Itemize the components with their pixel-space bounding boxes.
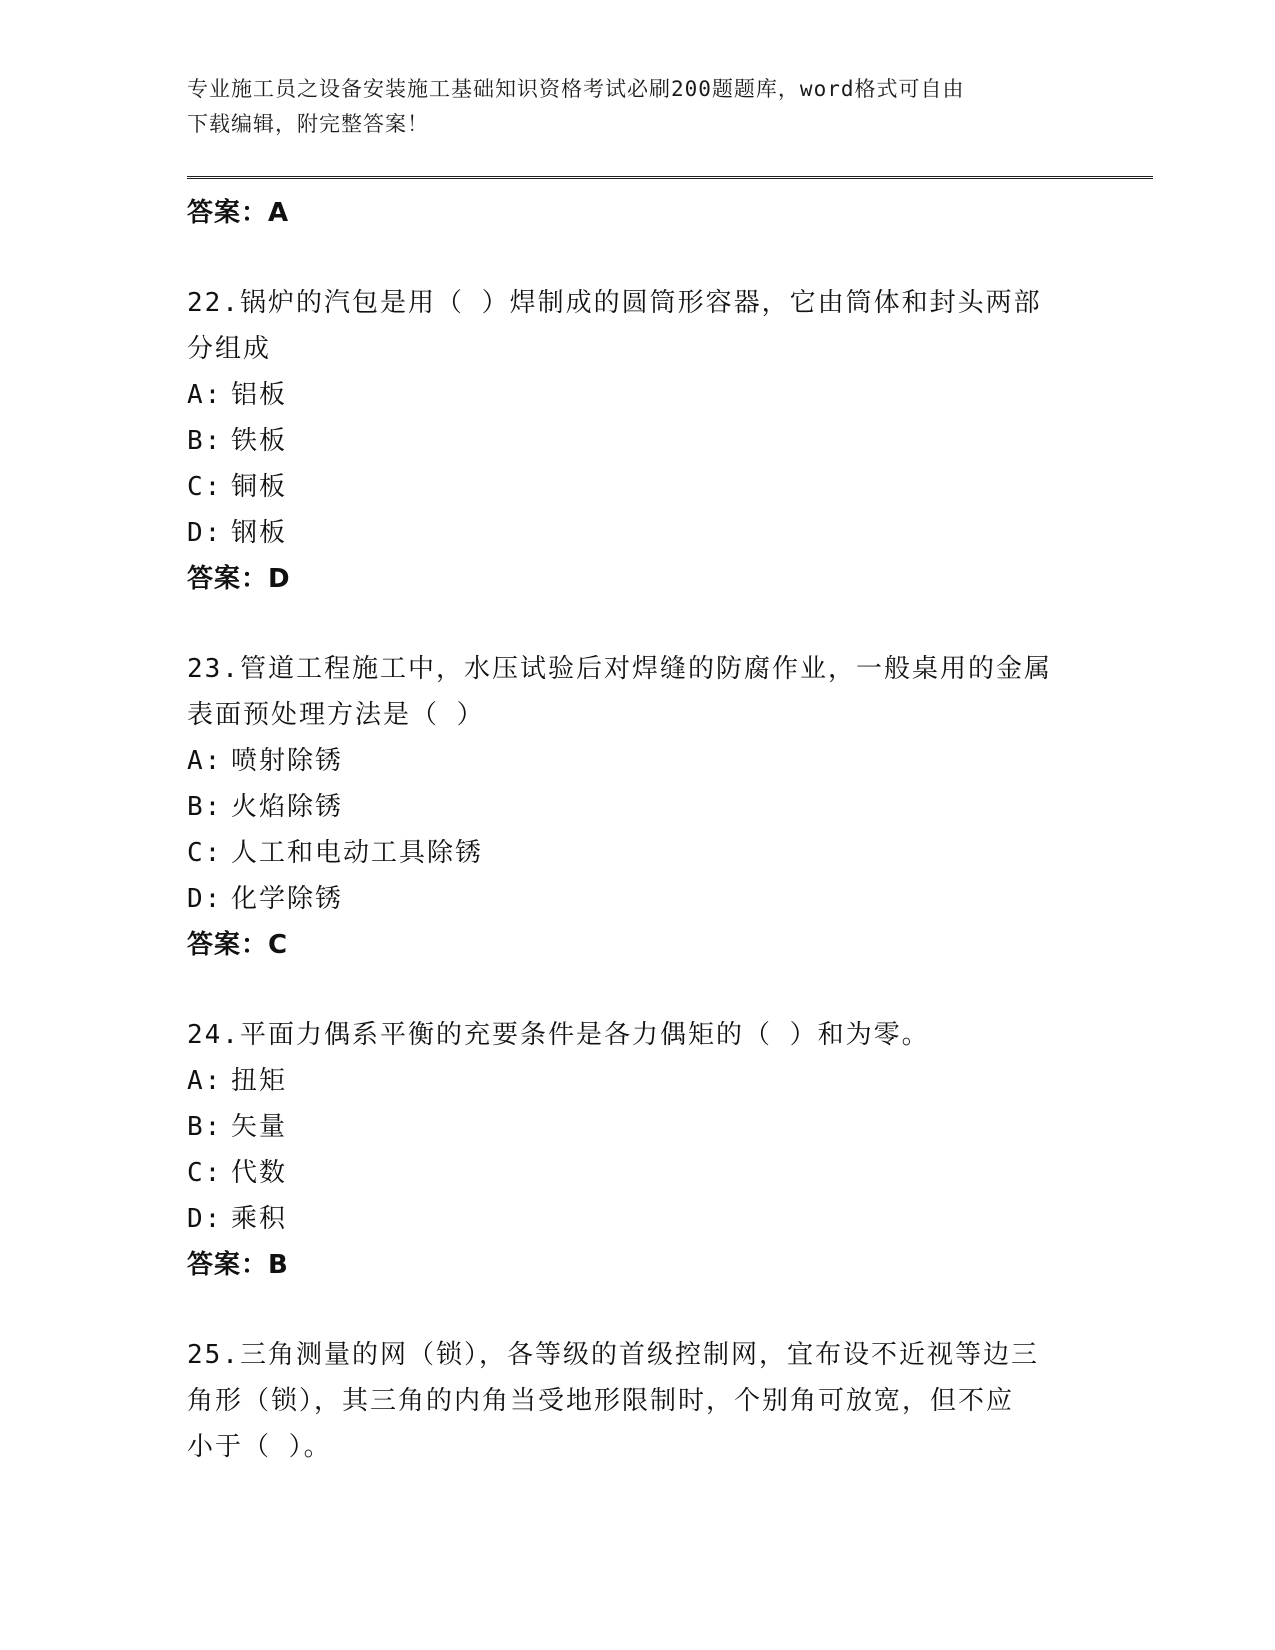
spacer: [187, 602, 1087, 646]
header-divider: [187, 176, 1153, 179]
option-text: 钢板: [231, 518, 288, 548]
option-text: 喷射除锈: [231, 746, 344, 776]
option-c: [187, 1150, 1087, 1196]
option-b: [187, 418, 1087, 464]
question-text: 表面预处理方法是（ ）: [187, 700, 485, 730]
option-key: A:: [187, 746, 223, 776]
option-a: [187, 738, 1087, 784]
option-text: 铜板: [231, 472, 288, 502]
option-a: [187, 372, 1087, 418]
option-d: [187, 876, 1087, 922]
option-text: 铝板: [231, 380, 288, 410]
question-22: [187, 280, 1087, 602]
option-key: A:: [187, 380, 223, 410]
header-title-line-1: 专业施工员之设备安装施工基础知识资格考试必刷200题题库，word格式可自由: [187, 77, 965, 101]
option-key: C:: [187, 838, 223, 868]
option-text: 铁板: [231, 426, 288, 456]
question-text: 25.三角测量的网（锁），各等级的首级控制网，宜布设不近视等边三: [187, 1340, 1039, 1370]
question-24: [187, 1012, 1087, 1288]
header-title-line-2: 下载编辑，附完整答案！: [187, 112, 429, 136]
option-key: D:: [187, 884, 223, 914]
option-text: 矢量: [231, 1112, 288, 1142]
question-25: [187, 1332, 1087, 1470]
option-key: A:: [187, 1066, 223, 1096]
option-text: 火焰除锈: [231, 792, 344, 822]
option-b: [187, 1104, 1087, 1150]
question-text: 分组成: [187, 334, 272, 364]
option-key: B:: [187, 1112, 223, 1142]
spacer: [187, 236, 1087, 280]
option-text: 化学除锈: [231, 884, 344, 914]
option-b: [187, 784, 1087, 830]
spacer: [187, 1288, 1087, 1332]
previous-answer: 答案：A: [187, 198, 290, 228]
page-header: [187, 72, 1067, 142]
question-list: [187, 190, 1087, 1470]
option-text: 扭矩: [231, 1066, 288, 1096]
option-key: B:: [187, 792, 223, 822]
option-key: B:: [187, 426, 223, 456]
option-text: 乘积: [231, 1204, 288, 1234]
option-d: [187, 510, 1087, 556]
question-text: 23.管道工程施工中，水压试验后对焊缝的防腐作业，一般桌用的金属: [187, 654, 1052, 684]
question-23: [187, 646, 1087, 968]
option-text: 人工和电动工具除锈: [231, 838, 484, 868]
option-key: D:: [187, 518, 223, 548]
option-key: C:: [187, 1158, 223, 1188]
option-text: 代数: [231, 1158, 288, 1188]
option-key: C:: [187, 472, 223, 502]
option-a: [187, 1058, 1087, 1104]
option-d: [187, 1196, 1087, 1242]
option-c: [187, 830, 1087, 876]
answer: 答案：B: [187, 1250, 289, 1280]
answer: 答案：D: [187, 564, 291, 594]
question-text: 角形（锁），其三角的内角当受地形限制时，个别角可放宽，但不应: [187, 1386, 1015, 1416]
question-text: 22.锅炉的汽包是用（ ）焊制成的圆筒形容器，它由筒体和封头两部: [187, 288, 1042, 318]
question-text: 24.平面力偶系平衡的充要条件是各力偶矩的（ ）和为零。: [187, 1020, 930, 1050]
option-key: D:: [187, 1204, 223, 1234]
option-c: [187, 464, 1087, 510]
answer: 答案：C: [187, 930, 289, 960]
question-text: 小于（ ）。: [187, 1432, 332, 1462]
spacer: [187, 968, 1087, 1012]
